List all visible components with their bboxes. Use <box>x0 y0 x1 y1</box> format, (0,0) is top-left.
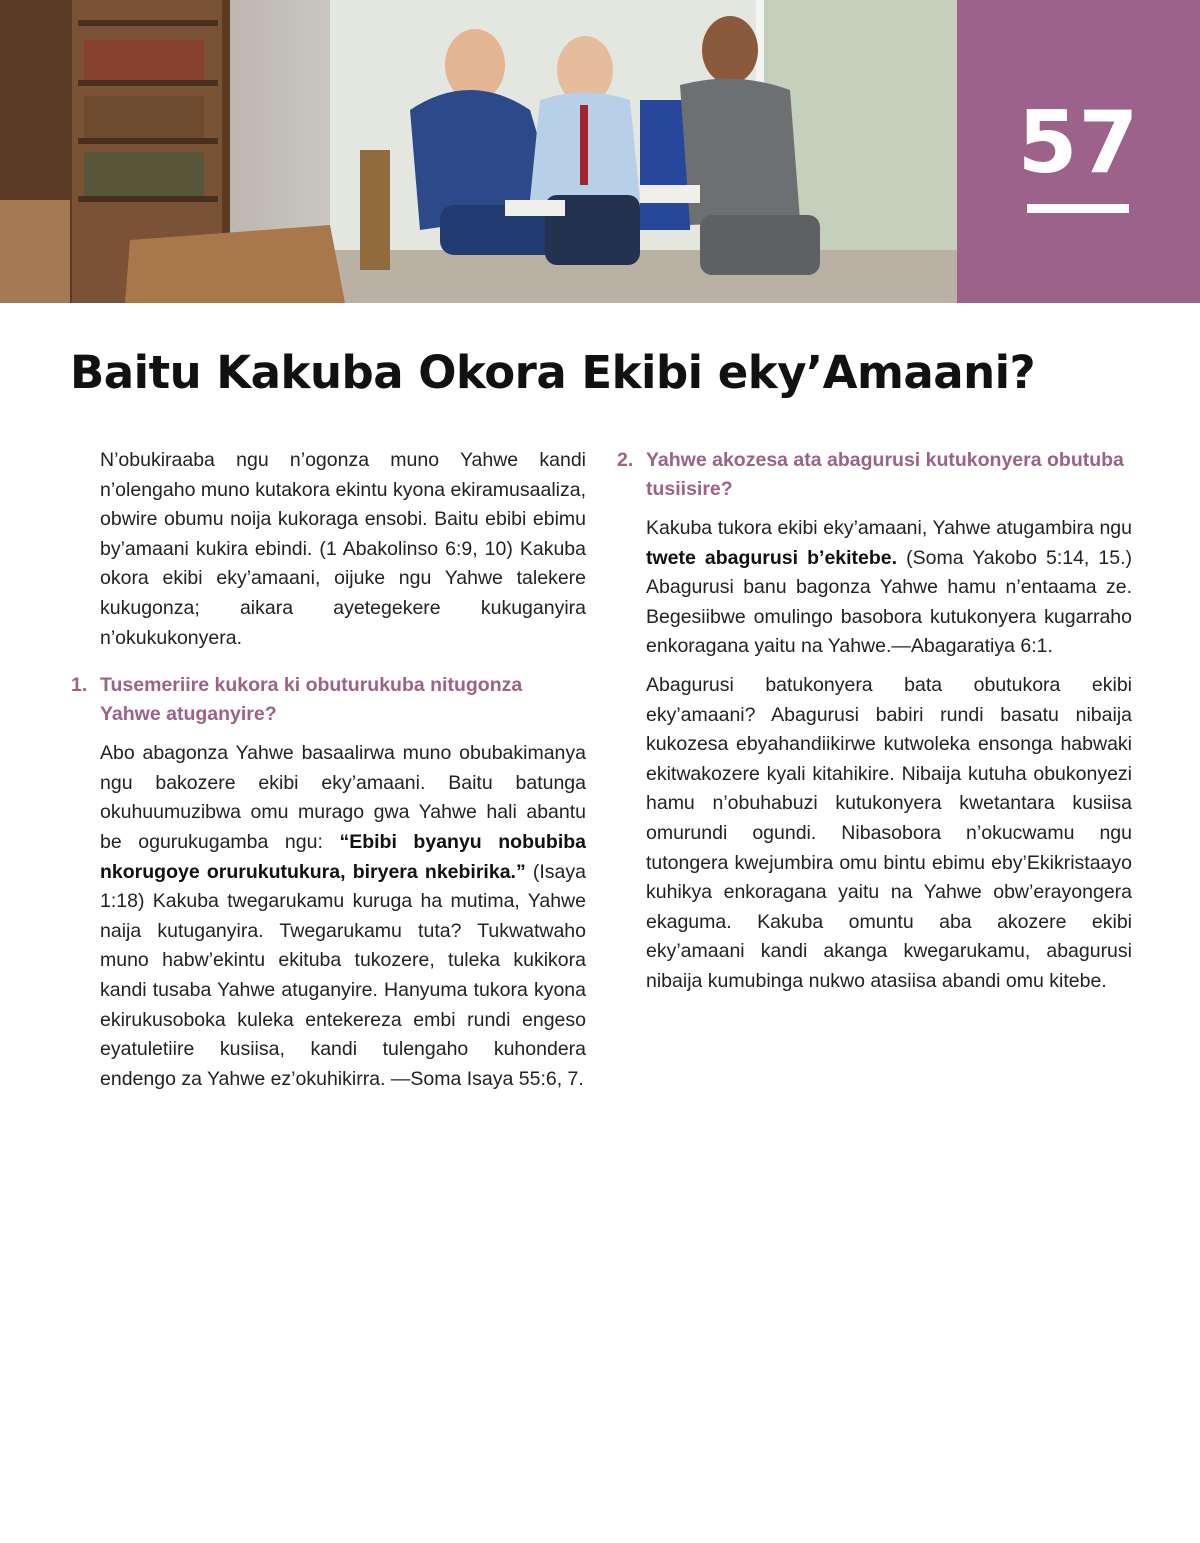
section-2-question-text: Yahwe akozesa ata abagurusi kutukonyera obutuba tusiisire? <box>646 449 1124 500</box>
study-group-photo <box>0 0 957 303</box>
section-1-text-b: (Isaya 1:18) Kakuba twegarukamu kuruga ha mutima, Yahwe naija kutuganyira. Twegarukamu tuta? Tukwatwaho muno habw’ekintu ekituba tukozere, tuleka kukikora kandi tusaba Yahwe atuganyire. Hanyuma tukora kyona ekirukusoboka kuleka entekereza embi rundi engeso eyatuletiire kusiisa, kandi tulengaho kuhondera endengo za Yahwe ez’okuhikirra. —Soma Isaya 55:6, 7. <box>100 860 586 1090</box>
section-2-paragraph-1 <box>646 514 1132 662</box>
section-1-text-a: Abo abagonza Yahwe basaalirwa muno obubakimanya ngu bakozere ekibi eky’amaani. Baitu batunga okuhuumuzibwa omu murago gwa Yahwe hali abantu be ogurukugamba ngu: <box>100 742 586 853</box>
left-column <box>71 446 587 1103</box>
section-2-question <box>617 446 1132 504</box>
section-2-text-b: (Soma Yakobo 5:14, 15.) Abagurusi banu bagonza Yahwe hamu n’entaama ze. Begesiibwe omulingo basobora kutukonyera kugarraho enkoragana yaitu na Yahwe.—Abagaratiya 6:1. <box>646 546 1132 658</box>
photo-illustration <box>0 0 957 303</box>
intro-paragraph: N’obukiraaba ngu n’ogonza muno Yahwe kandi n’olengaho muno kutakora ekintu kyona ekiramusaaliza, obwire obumu noija kukoraga ensobi. Baitu ebibi ebimu by’amaani kukira ebindi. (1 Abakolinso 6:9, 10) Kakuba okora ekibi eky’amaani, oijuke ngu Yahwe talekere kukugonza; aikara ayetegekere kukuganyira n’okukukonyera. <box>100 449 586 649</box>
section-2-bold-phrase: twete abagurusi b’ekitebe. <box>646 546 898 569</box>
section-1-scripture-quote: “Ebibi byanyu nobubiba nkorugoye orurukutukura, biryera nkebirika.” <box>100 830 587 883</box>
lesson-number: 57 <box>1017 93 1140 193</box>
lesson-number-box <box>957 0 1200 303</box>
section-2-text-a: Kakuba tukora ekibi eky’amaani, Yahwe atugambira ngu <box>646 517 1132 539</box>
section-2-paragraph-2: Abagurusi batukonyera bata obutukora ekibi eky’amaani? Abagurusi babiri rundi basatu nibaija kukozesa ebyahandiikirwe kutwoleka ensonga habwaki ekitwakozere kyali kitahikire. Nibaija kutuha obukonyezi hamu n’obuhabuzi kutukonyera kwetantara kusiisa omurundi ogundi. Nibasobora n’okucwamu ngu tutongera kwejumbira omu bintu ebimu eby’Ekikristaayo kuhikya enkoragana yaitu na Yahwe obw’erayongera ekaguma. Kakuba omuntu aba akozere ekibi eky’amaani kandi akanga kwegarukamu, abagurusi nibaija kumubinga nukwo atasiisa abandi omu kitebe. <box>646 673 1132 992</box>
section-2-number: 2. <box>617 449 634 471</box>
section-1-number: 1. <box>71 674 88 697</box>
section-1-question-text: Tusemeriire kukora ki obuturukuba nitugonza Yahwe atuganyire? <box>100 674 523 726</box>
section-1-question <box>71 671 586 729</box>
lesson-number-rule <box>1027 204 1129 213</box>
section-1-paragraph <box>100 739 586 1094</box>
page-title: Baitu Kakuba Okora Ekibi eky’Amaani? <box>70 346 1036 399</box>
right-column <box>617 446 1132 1006</box>
